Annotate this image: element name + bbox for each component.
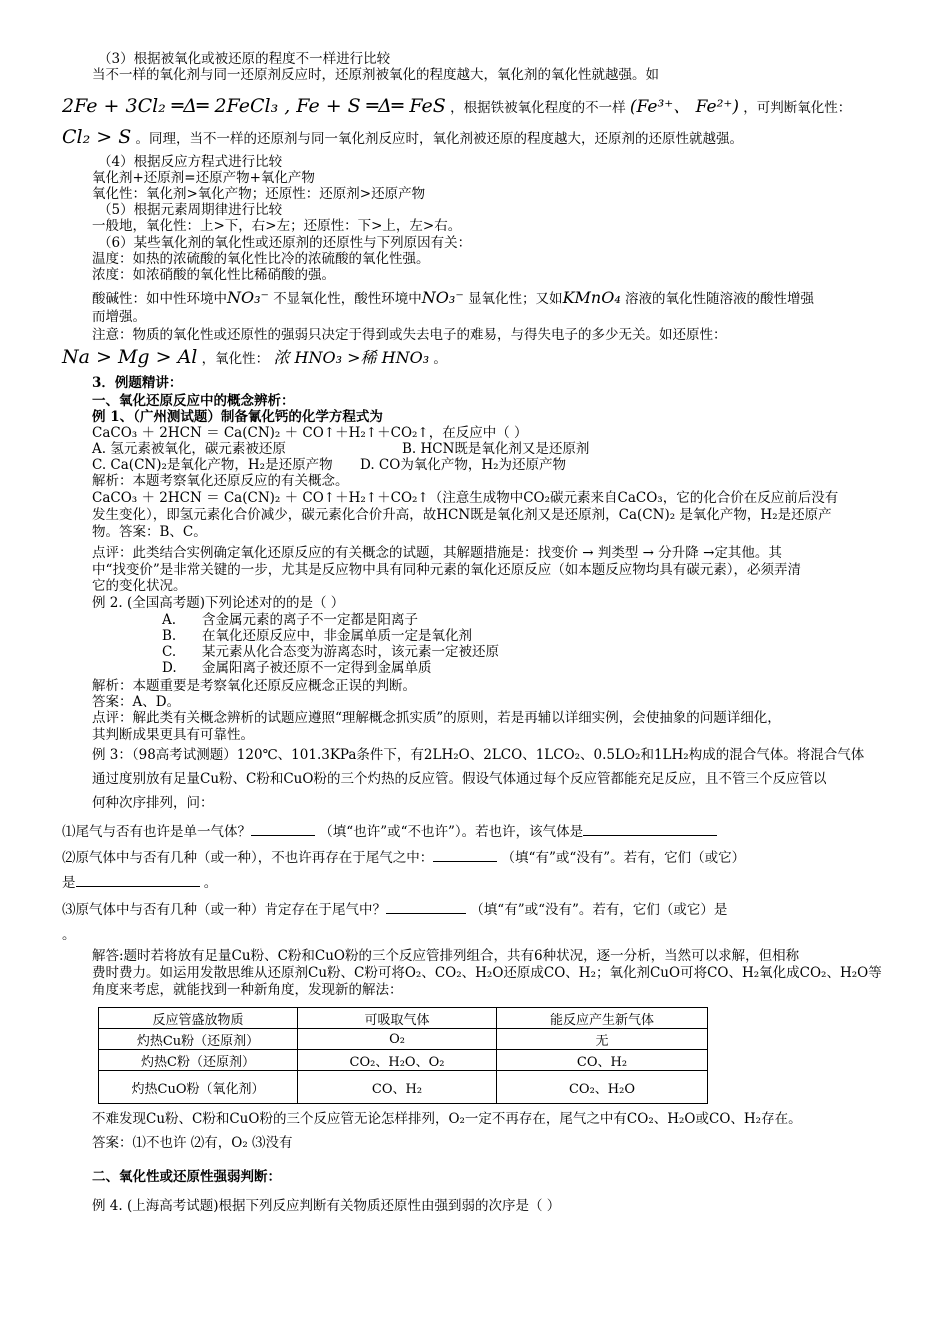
option-item	[162, 629, 472, 644]
text: ⑶原气体中与否有几种（或一种）肯定存在于尾气中？	[62, 902, 386, 918]
line: 氧化剂+还原剂=还原产物+氧化产物	[92, 170, 315, 186]
option-item	[162, 645, 499, 660]
example-title: 例 4. (上海高考试题)根据下列反应判断有关物质还原性由强到弱的次序是（ ）	[92, 1198, 561, 1214]
option-letter: A.	[162, 612, 177, 628]
line: CaCO₃ ＋ 2HCN ＝ Ca(CN)₂ ＋ CO↑＋H₂↑＋CO₂↑（注意生成物中CO₂碳元素来自CaCO₃，它的化合价在反应前后没有	[92, 490, 839, 506]
text: 。	[433, 351, 447, 367]
text: ⑴尾气与否有也许是单一气体？	[62, 824, 251, 840]
table-cell: CO₂、H₂O	[497, 1071, 708, 1104]
question-3	[62, 903, 727, 918]
text: 溶液的氧化性随溶液的酸性增强	[625, 291, 815, 307]
formula: NO₃⁻	[421, 288, 464, 307]
line: 何种次序排列，问：	[92, 795, 214, 811]
line	[92, 290, 814, 307]
example-title: 例 1、（广州测试题）制备氰化钙的化学方程式为	[92, 409, 383, 425]
text: 。同理，当不一样的还原剂与同一氧化剂反应时，氧化剂被还原的程度越大，还原剂的还原性就越强。	[135, 131, 744, 147]
question-2-cont	[62, 876, 217, 891]
line: 中“找变价”是非常关键的一步，尤其是反应物中具有同种元素的氧化还原反应（如本题反应物均具有碳元素），必须弄清	[92, 562, 802, 578]
table-header: 可吸取气体	[298, 1008, 497, 1029]
table-header: 反应管盛放物质	[99, 1008, 298, 1029]
line: 例 3：（98高考试测题）120℃、101.3KPa条件下，有2LH₂O、2LCO、1LCO₂、0.5LO₂和1LH₂构成的混合气体。将混合气体	[92, 747, 865, 763]
line: 它的变化状况。	[92, 578, 187, 594]
text: 。	[203, 875, 218, 891]
line: 一般地，氧化性：上>下，右>左；还原性：下>上，左>右。	[92, 218, 462, 234]
option-text: 在氧化还原反应中，非金属单质一定是氧化剂	[202, 628, 472, 644]
text: ，氧化性：	[201, 351, 270, 367]
equation: 2Fe + 3Cl₂ ═Δ═ 2FeCl₃ , Fe + S ═Δ═ FeS	[62, 95, 446, 117]
text: ，可判断氧化性：	[743, 100, 852, 116]
line: 费时费力。如运用发散思维从还原剂Cu粉、C粉可将O₂、CO₂、H₂O还原成CO、H₂；氧化剂CuO可将CO、H₂氧化成CO₂、H₂O等	[92, 965, 882, 981]
table-cell: 灼热Cu粉（还原剂）	[99, 1029, 298, 1050]
option-letter: C.	[162, 644, 177, 660]
option: B. HCN既是氧化剂又是还原剂	[402, 441, 590, 457]
text: ，根据铁被氧化程度的不一样	[450, 100, 626, 116]
answer-line: 答案：⑴不也许 ⑵有，O₂ ⑶没有	[92, 1135, 293, 1151]
text: （填“有”或“没有”。若有，它们（或它）	[501, 850, 746, 866]
option-item	[162, 661, 432, 676]
option: D. CO为氧化产物，H₂为还原产物	[360, 457, 567, 473]
equation: (Fe³⁺、 Fe²⁺)	[629, 97, 739, 117]
line: （4）根据反应方程式进行比较	[98, 154, 283, 170]
option: C. Ca(CN)₂是氧化产物，H₂是还原产物	[92, 457, 333, 473]
section-heading: 二、氧化性或还原性强弱判断：	[92, 1169, 281, 1185]
table-cell: 灼热CuO粉（氧化剂）	[99, 1071, 298, 1104]
option-letter: B.	[162, 628, 177, 644]
answer-blank[interactable]	[583, 835, 717, 836]
table-cell: O₂	[298, 1029, 497, 1050]
line: 注意：物质的氧化性或还原性的强弱只决定于得到或失去电子的难易，与得失电子的多少无关。如还原性：	[92, 327, 727, 343]
table-cell: CO₂、H₂O、O₂	[298, 1050, 497, 1071]
answer-blank[interactable]	[251, 835, 315, 836]
table-row	[99, 1071, 708, 1104]
option-letter: D.	[162, 660, 177, 676]
line: （5）根据元素周期律进行比较	[98, 202, 283, 218]
question-1	[62, 825, 717, 840]
line: 点评：此类结合实例确定氧化还原反应的有关概念的试题，其解题措施是：找变价 → 判类型 → 分升降 →定其他。其	[92, 545, 782, 561]
option-text: 某元素从化合态变为游离态时，该元素一定被还原	[202, 644, 499, 660]
line: 浓度：如浓硝酸的氧化性比稀硝酸的强。	[92, 267, 335, 283]
table-row	[99, 1050, 708, 1071]
text: （填“有”或“没有”。若有，它们（或它）是	[470, 902, 728, 918]
line: CaCO₃ ＋ 2HCN ＝ Ca(CN)₂ ＋ CO↑＋H₂↑＋CO₂↑，在反应中（ ）	[92, 425, 528, 441]
table-header-row	[99, 1008, 708, 1029]
answer-blank[interactable]	[433, 861, 497, 862]
line: 解答:题时若将放有足量Cu粉、C粉和CuO粉的三个反应管排列组合，共有6种状况，逐一分析，当然可以求解，但相称	[92, 948, 800, 964]
option-text: 含金属元素的离子不一定都是阳离子	[202, 612, 418, 628]
line: 点评：解此类有关概念辨析的试题应遵照“理解概念抓实质”的原则，若是再辅以详细实例，会使抽象的问题详细化，	[92, 710, 781, 726]
answer-blank[interactable]	[386, 913, 466, 914]
line: 而增强。	[92, 309, 146, 325]
formula: KMnO₄	[562, 288, 621, 307]
answer-blank[interactable]	[76, 886, 200, 887]
text: ⑵原气体中与否有几种（或一种），不也许再存在于尾气之中：	[62, 850, 434, 866]
reaction-table	[98, 1007, 708, 1104]
equation: Cl₂ > S	[62, 126, 132, 148]
table-cell: 灼热C粉（还原剂）	[99, 1050, 298, 1071]
table-row	[99, 1029, 708, 1050]
option-text: 金属阳离子被还原不一定得到金属单质	[202, 660, 432, 676]
line: 其判断成果更具有可靠性。	[92, 727, 254, 743]
line: 氧化性：氧化剂>氧化产物；还原性：还原剂>还原产物	[92, 186, 426, 202]
equation-line	[62, 126, 743, 148]
line: 物。答案：B、C。	[92, 524, 207, 540]
line: 答案：A、D。	[92, 694, 181, 710]
equation: Na > Mg > Al	[62, 346, 198, 368]
formula: NO₃⁻	[227, 288, 269, 307]
table-cell: CO、H₂	[298, 1071, 497, 1104]
question-3-cont: 。	[62, 927, 76, 943]
text: 是	[62, 875, 76, 891]
line: 温度：如热的浓硫酸的氧化性比冷的浓硫酸的氧化性强。	[92, 251, 430, 267]
text: 显氧化性；又如	[468, 291, 563, 307]
question-2	[62, 851, 745, 866]
text: 酸碱性：如中性环境中	[92, 291, 227, 307]
line: 不难发现Cu粉、C粉和CuO粉的三个反应管无论怎样排列，O₂一定不再存在，尾气之中有CO₂、H₂O或CO、H₂存在。	[92, 1111, 802, 1127]
line: 当不一样的氧化剂与同一还原剂反应时，还原剂被氧化的程度越大，氧化剂的氧化性就越强。如	[92, 67, 659, 83]
equation: 浓 HNO₃ >稀 HNO₃	[273, 348, 430, 367]
line: （6）某些氧化剂的氧化性或还原剂的还原性与下列原因有关：	[98, 235, 472, 251]
line: （3）根据被氧化或被还原的程度不一样进行比较	[98, 51, 391, 67]
line: 通过度别放有足量Cu粉、C粉和CuO粉的三个灼热的反应管。假设气体通过每个反应管都能充足反应，且不管三个反应管以	[92, 771, 827, 787]
section-heading: 一、氧化还原反应中的概念辨析：	[92, 393, 295, 409]
equation-line	[62, 345, 447, 368]
table-cell: CO、H₂	[497, 1050, 708, 1071]
option: A. 氢元素被氧化，碳元素被还原	[92, 441, 286, 457]
table-header: 能反应产生新气体	[497, 1008, 708, 1029]
section-heading: 3．例题精讲：	[92, 375, 183, 391]
equation-line	[62, 92, 851, 117]
text: 不显氧化性，酸性环境中	[273, 291, 422, 307]
text: （填“也许”或“不也许”）。若也许，该气体是	[319, 824, 584, 840]
table-cell: 无	[497, 1029, 708, 1050]
line: 解析：本题重要是考察氧化还原反应概念正误的判断。	[92, 678, 416, 694]
example-title: 例 2. (全国高考题)下列论述对的的是（ ）	[92, 595, 345, 611]
line: 角度来考虑，就能找到一种新角度，发现新的解法：	[92, 982, 403, 998]
line: 解析：本题考察氧化还原反应的有关概念。	[92, 473, 349, 489]
line: 发生变化），即氢元素化合价减少，碳元素化合价升高，故HCN既是氧化剂又是还原剂，Ca(CN)₂ 是氧化产物，H₂是还原产	[92, 507, 832, 523]
option-item	[162, 613, 418, 628]
